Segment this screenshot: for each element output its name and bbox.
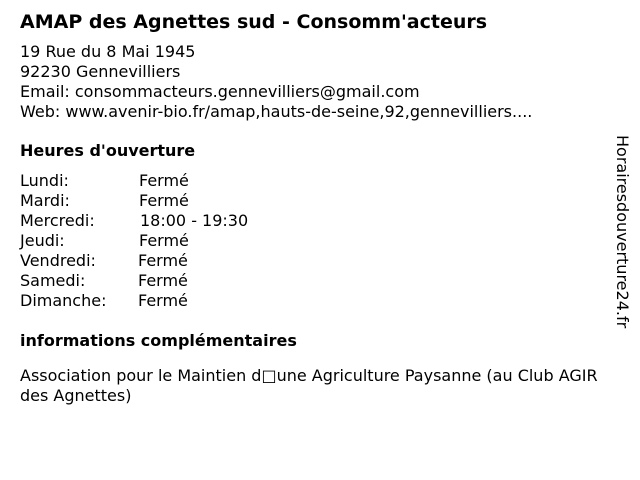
day-hours: Fermé xyxy=(138,251,188,270)
hours-row-tuesday xyxy=(20,191,610,211)
day-hours: Fermé xyxy=(139,231,189,250)
listing-content xyxy=(20,10,610,406)
day-label: Lundi: xyxy=(20,171,69,190)
site-watermark: Horairesdouverture24.fr xyxy=(613,135,632,329)
city-postcode: 92230 Gennevilliers xyxy=(20,62,181,81)
day-label: Mardi: xyxy=(20,191,70,210)
info-description: Association pour le Maintien d□une Agriculture Paysanne (au Club AGIR des Agnettes) xyxy=(20,366,598,405)
day-hours: Fermé xyxy=(138,271,188,290)
day-label: Vendredi: xyxy=(20,251,96,270)
hours-heading: Heures d'ouverture xyxy=(20,141,196,160)
hours-row-sunday xyxy=(20,291,610,311)
hours-row-monday xyxy=(20,171,610,191)
web-line: Web: www.avenir-bio.fr/amap,hauts-de-seine,92,gennevilliers.... xyxy=(20,102,533,121)
day-label: Samedi: xyxy=(20,271,86,290)
hours-row-friday xyxy=(20,251,610,271)
address-block xyxy=(20,42,610,122)
day-hours: Fermé xyxy=(139,191,189,210)
hours-row-wednesday xyxy=(20,211,610,231)
day-hours: Fermé xyxy=(139,171,189,190)
day-hours: 18:00 - 19:30 xyxy=(140,211,249,230)
day-label: Jeudi: xyxy=(20,231,65,250)
hours-table xyxy=(20,171,610,311)
email-line: Email: consommacteurs.gennevilliers@gmail.com xyxy=(20,82,420,101)
hours-row-saturday xyxy=(20,271,610,291)
info-heading: informations complémentaires xyxy=(20,331,297,350)
day-label: Dimanche: xyxy=(20,291,107,310)
street-address: 19 Rue du 8 Mai 1945 xyxy=(20,42,196,61)
day-label: Mercredi: xyxy=(20,211,95,230)
day-hours: Fermé xyxy=(138,291,188,310)
hours-row-thursday xyxy=(20,231,610,251)
page-title: AMAP des Agnettes sud - Consomm'acteurs xyxy=(20,11,488,33)
